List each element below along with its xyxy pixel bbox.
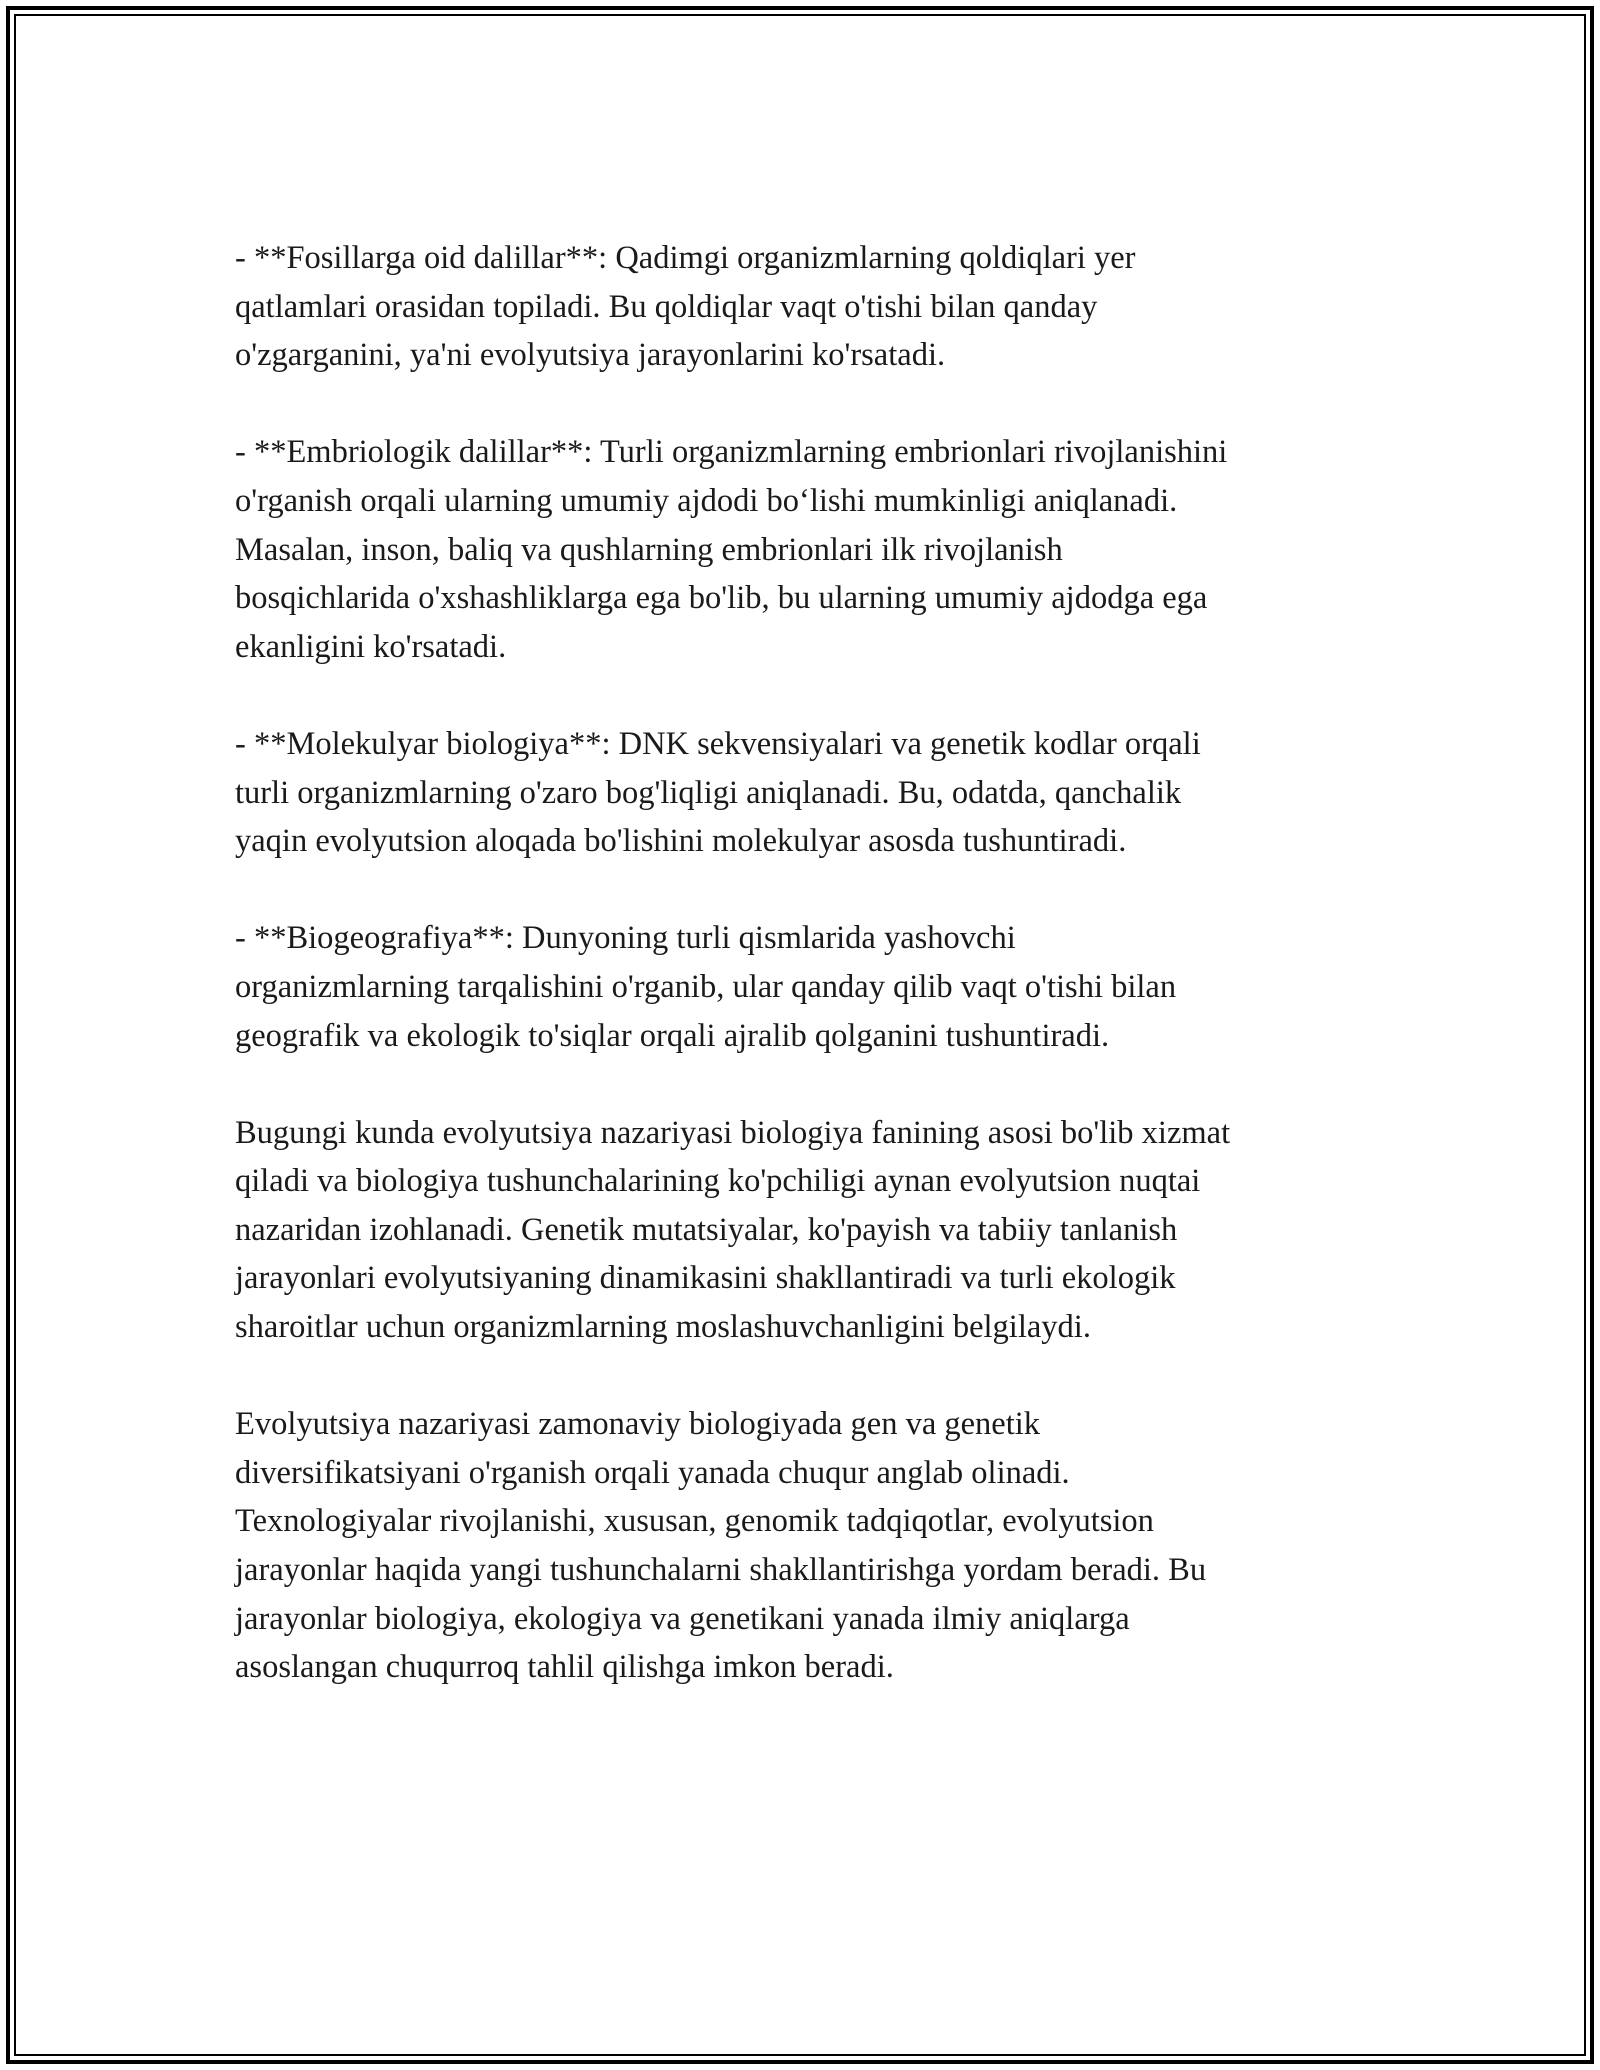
paragraph-embryological-evidence: - **Embriologik dalillar**: Turli organizmlarning embrionlari rivojlanishini o'rganish orqali ularning umumiy ajdodi bo‘lishi mumkinligi aniqlanadi. Masalan, inson, baliq va qushlarning embrionlari ilk rivojlanish bosqichlarida o'xshashliklarga ega bo'lib, bu ularning umumiy ajdodga ega ekanligini ko'rsatadi. (235, 434, 1228, 665)
document-body (235, 234, 1365, 1692)
paragraph-evolution-today: Bugungi kunda evolyutsiya nazariyasi biologiya fanining asosi bo'lib xizmat qiladi va biologiya tushunchalarining ko'pchiligi aynan evolyutsion nuqtai nazaridan izohlanadi. Genetik mutatsiyalar, ko'payish va tabiiy tanlanish jarayonlari evolyutsiyaning dinamikasini shakllantiradi va turli ekologik sharoitlar uchun organizmlarning moslashuvchanligini belgilaydi. (235, 1114, 1231, 1346)
paragraph-molecular-biology: - **Molekulyar biologiya**: DNK sekvensiyalari va genetik kodlar orqali turli organizmlarning o'zaro bog'liqligi aniqlanadi. Bu, odatda, qanchalik yaqin evolyutsion aloqada bo'lishini molekulyar asosda tushuntiradi. (235, 725, 1201, 860)
paragraph-biogeography: - **Biogeografiya**: Dunyoning turli qismlarida yashovchi organizmlarning tarqalishini o'rganib, ular qanday qilib vaqt o'tishi bilan geografik va ekologik to'siqlar orqali ajralib qolganini tushuntiradi. (235, 920, 1177, 1054)
paragraph-fossil-evidence: - **Fosillarga oid dalillar**: Qadimgi organizmlarning qoldiqlari yer qatlamlari orasidan topiladi. Bu qoldiqlar vaqt o'tishi bilan qanday o'zgarganini, ya'ni evolyutsiya jarayonlarini ko'rsatadi. (235, 240, 1136, 374)
paragraph-modern-biology: Evolyutsiya nazariyasi zamonaviy biologiyada gen va genetik diversifikatsiyani o'rganish orqali yanada chuqur anglab olinadi. Texnologiyalar rivojlanishi, xususan, genomik tadqiqotlar, evolyutsion jarayonlar haqida yangi tushunchalarni shakllantirishga yordam beradi. Bu jarayonlar biologiya, ekologiya va genetikani yanada ilmiy aniqlarga asoslangan chuqurroq tahlil qilishga imkon beradi. (235, 1406, 1207, 1686)
